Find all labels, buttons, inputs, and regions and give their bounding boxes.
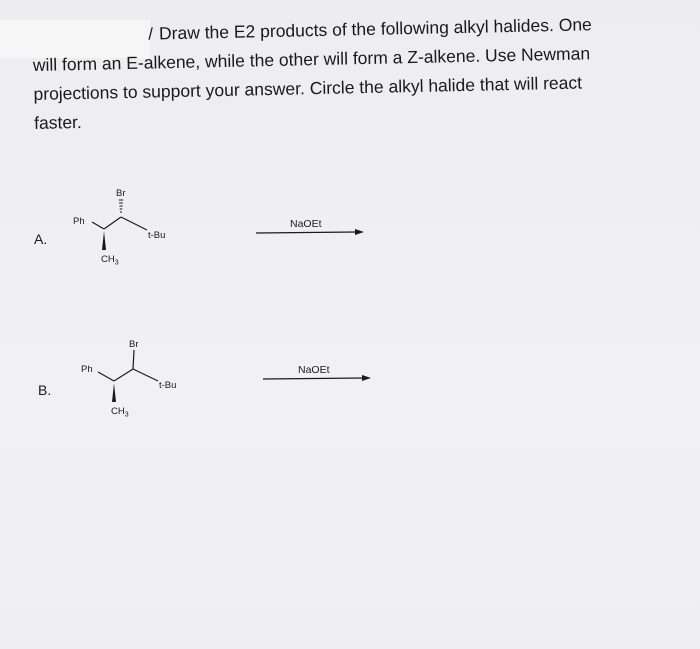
bond-c-c-a — [104, 217, 121, 229]
bond-ph-c-a — [92, 222, 104, 229]
question-line-3: projections to support your answer. Circle the alkyl halide that will react — [33, 72, 583, 104]
reaction-arrow-b — [263, 378, 364, 379]
atom-br-b: Br — [129, 339, 139, 350]
bond-c-c-b — [114, 369, 133, 381]
hashed-wedge-br-a — [119, 200, 123, 212]
bond-ph-c-b — [98, 372, 114, 381]
molecule-a — [73, 188, 165, 267]
question-line-1: / Draw the E2 products of the following alkyl halides. One — [148, 14, 592, 44]
bond-c-tbu-a — [121, 217, 147, 230]
bond-c-tbu-b — [133, 369, 158, 381]
atom-ch3-a: $CH_3$ — [101, 254, 119, 267]
atom-ph-b: Ph — [81, 364, 93, 375]
wedge-ch3-a — [102, 231, 106, 250]
atom-ph-a: Ph — [73, 216, 85, 227]
atom-br-a: Br — [116, 188, 126, 199]
atom-tbu-b: t-Bu — [159, 380, 177, 391]
problem-b-label: B. — [38, 382, 52, 398]
bond-c-br-b — [133, 350, 134, 369]
wedge-ch3-b — [112, 383, 116, 402]
arrowhead-a — [355, 229, 364, 235]
reaction-arrow-a — [256, 232, 357, 233]
atom-ch3-b: $CH_3$ — [111, 406, 129, 419]
reagent-a: NaOEt — [290, 218, 322, 230]
problem-a-label: A. — [34, 231, 48, 247]
question-line-4: faster. — [33, 111, 82, 133]
arrowhead-b — [362, 375, 371, 381]
molecule-b — [81, 339, 176, 419]
reagent-b: NaOEt — [298, 364, 330, 376]
question-line-2: will form an E-alkene, while the other will form a Z-alkene. Use Newman — [32, 43, 591, 75]
question-mark: / — [148, 24, 154, 44]
atom-tbu-a: t-Bu — [148, 230, 166, 241]
